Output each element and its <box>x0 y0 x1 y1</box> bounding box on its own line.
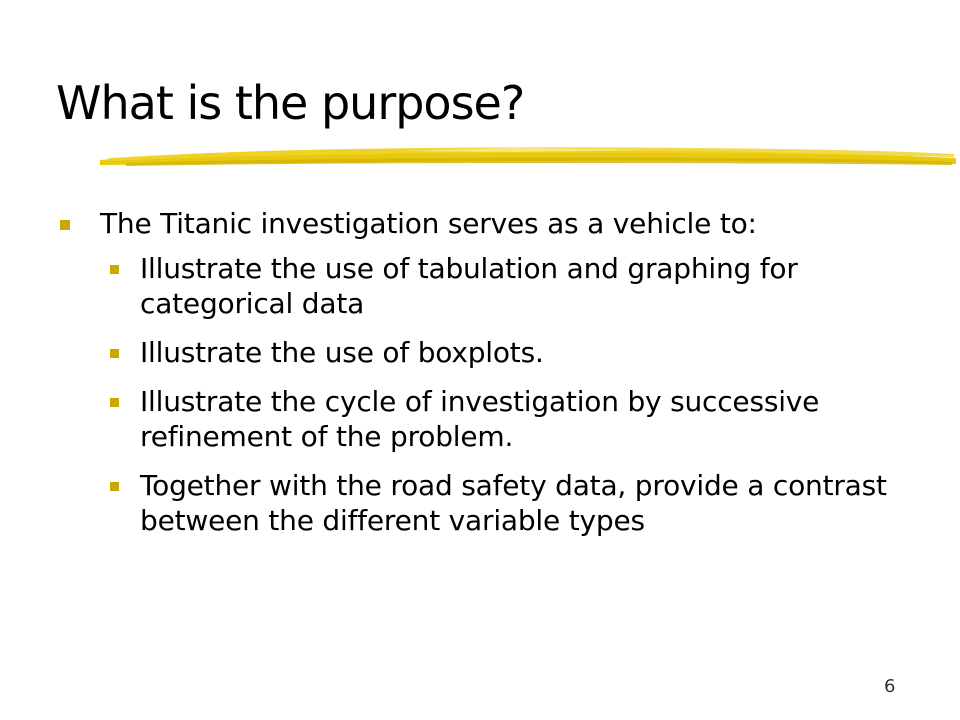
slide-title: What is the purpose? <box>56 76 525 130</box>
sub-bullet-4 <box>108 468 920 538</box>
slide-body <box>60 206 940 552</box>
sub-bullet-text: Illustrate the use of boxplots. <box>140 336 544 369</box>
square-bullet-icon <box>110 349 119 358</box>
square-bullet-icon <box>110 265 119 274</box>
sub-bullet-text: Together with the road safety data, provide a contrast between the different variable types <box>140 469 887 537</box>
sub-bullet-3 <box>108 384 920 454</box>
square-bullet-icon <box>110 482 119 491</box>
square-bullet-icon <box>60 220 70 230</box>
sub-bullet-2 <box>108 335 920 370</box>
sub-bullet-1 <box>108 251 920 321</box>
title-underline-brushstroke <box>96 136 960 176</box>
sub-bullet-text: Illustrate the cycle of investigation by successive refinement of the problem. <box>140 385 820 453</box>
main-bullet-text: The Titanic investigation serves as a vehicle to: <box>100 207 757 240</box>
square-bullet-icon <box>110 398 119 407</box>
main-bullet <box>60 206 940 241</box>
page-number: 6 <box>884 676 896 697</box>
sub-bullet-text: Illustrate the use of tabulation and graphing for categorical data <box>140 252 798 320</box>
